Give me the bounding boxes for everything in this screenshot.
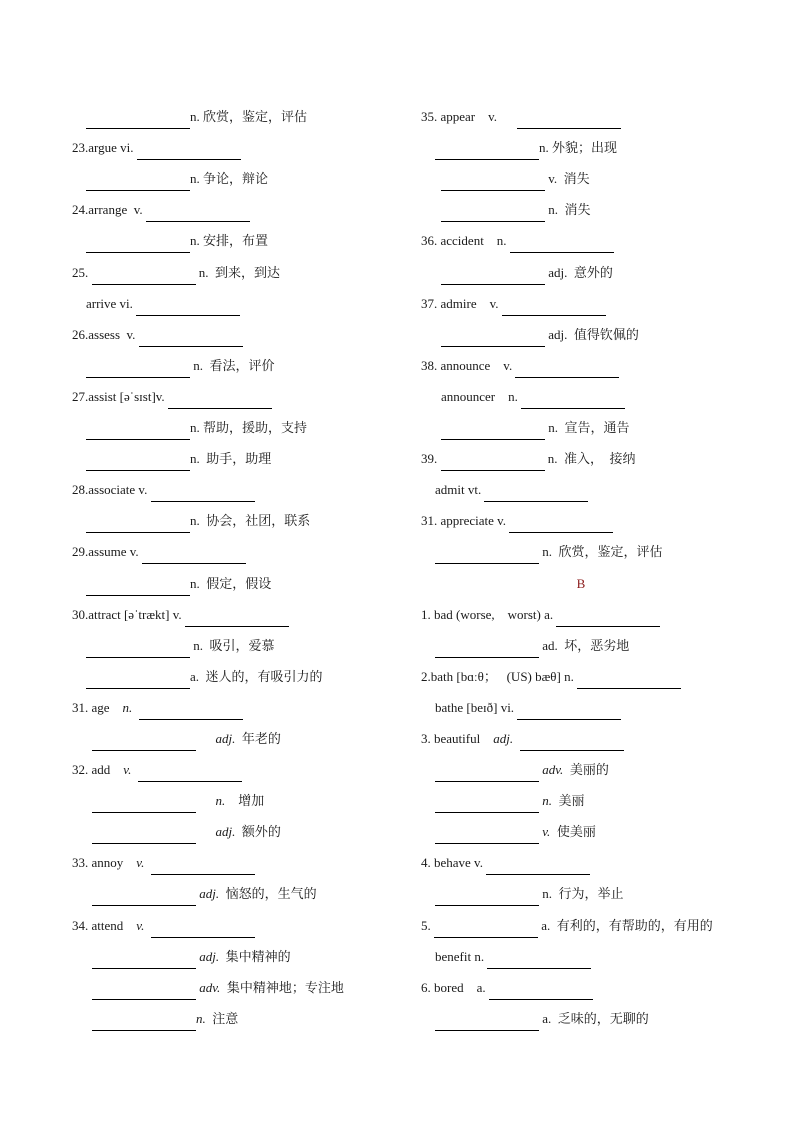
vocab-text: announcer n. <box>441 388 522 404</box>
answer-blank[interactable] <box>486 860 590 875</box>
part-of-speech: v. <box>123 762 132 778</box>
right-column <box>421 98 741 1031</box>
vocab-text: adj. 值得钦佩的 <box>545 326 639 342</box>
answer-blank[interactable] <box>517 114 621 129</box>
vocab-text: 29.assume v. <box>72 544 142 560</box>
answer-blank[interactable] <box>146 207 250 222</box>
vocab-text: 31. appreciate v. <box>421 513 510 529</box>
answer-blank[interactable] <box>92 985 196 1000</box>
vocab-text: 1. bad (worse, worst) a. <box>421 606 557 622</box>
answer-blank[interactable] <box>515 363 619 378</box>
answer-blank[interactable] <box>151 487 255 502</box>
answer-blank[interactable] <box>435 549 539 564</box>
vocab-line <box>72 222 402 253</box>
answer-blank[interactable] <box>92 829 196 844</box>
left-column <box>72 98 402 1031</box>
answer-blank[interactable] <box>86 581 190 596</box>
vocab-line <box>72 689 402 720</box>
vocab-text: 3. beautiful <box>421 730 494 746</box>
vocab-line <box>421 533 741 564</box>
vocab-text: 39. <box>421 451 441 467</box>
answer-blank[interactable] <box>517 705 621 720</box>
vocab-text: 34. attend <box>72 917 137 933</box>
answer-blank[interactable] <box>92 736 196 751</box>
section-heading <box>421 564 741 595</box>
vocab-line <box>72 938 402 969</box>
vocab-text: n. 帮助，援助，支持 <box>190 420 308 436</box>
vocab-text: 额外的 <box>235 824 281 840</box>
vocab-line <box>421 782 741 813</box>
vocab-line <box>421 98 741 129</box>
vocab-line <box>72 751 402 782</box>
answer-blank[interactable] <box>139 705 243 720</box>
vocab-text: 集中精神的 <box>219 948 291 964</box>
part-of-speech: n. <box>215 793 226 809</box>
vocab-text: v. 消失 <box>545 171 590 187</box>
answer-blank[interactable] <box>520 736 624 751</box>
vocab-line <box>72 1000 402 1031</box>
vocab-line <box>421 596 741 627</box>
answer-blank[interactable] <box>139 332 243 347</box>
part-of-speech: adj. <box>199 886 220 902</box>
answer-blank[interactable] <box>138 767 242 782</box>
answer-blank[interactable] <box>92 1016 196 1031</box>
vocab-line <box>421 627 741 658</box>
answer-blank[interactable] <box>441 425 545 440</box>
vocab-line <box>72 253 402 284</box>
vocab-line <box>72 378 402 409</box>
vocab-line <box>72 658 402 689</box>
vocab-text: n. 消失 <box>545 202 591 218</box>
vocab-text: n. 协会，社团，联系 <box>190 513 311 529</box>
vocab-line <box>72 285 402 316</box>
vocab-line <box>421 813 741 844</box>
answer-blank[interactable] <box>86 176 190 191</box>
answer-blank[interactable] <box>136 301 240 316</box>
vocab-line <box>421 316 741 347</box>
vocab-text: 30.attract [əˈtrækt] v. <box>72 606 185 622</box>
vocab-line <box>72 347 402 378</box>
vocab-text: 37. admire v. <box>421 295 502 311</box>
vocab-text: n. 行为，举止 <box>539 886 624 902</box>
vocab-text: n. 安排，布置 <box>190 233 269 249</box>
part-of-speech: v. <box>136 855 145 871</box>
vocab-text: 注意 <box>205 1010 239 1026</box>
vocab-line <box>421 471 741 502</box>
answer-blank[interactable] <box>92 798 196 813</box>
vocab-text: n. 吸引，爱慕 <box>190 637 275 653</box>
vocab-line <box>421 689 741 720</box>
vocab-line <box>421 969 741 1000</box>
vocab-text: 年老的 <box>235 730 281 746</box>
part-of-speech: n. <box>196 1010 206 1026</box>
vocab-text <box>196 789 216 813</box>
part-of-speech: adj. <box>199 948 220 964</box>
vocab-line <box>421 222 741 253</box>
part-of-speech: n. <box>122 699 133 715</box>
vocab-text: 增加 <box>225 793 265 809</box>
vocab-text: 恼怒的，生气的 <box>219 886 317 902</box>
vocab-text: a. 有利的，有帮助的，有用的 <box>538 917 713 933</box>
vocab-text: ad. 坏，恶劣地 <box>539 637 630 653</box>
vocab-line <box>72 316 402 347</box>
vocab-line <box>72 844 402 875</box>
vocab-text: a. 乏味的，无聊的 <box>539 1010 649 1026</box>
vocab-text: 2.bath [bɑːθ； (US) bæθ] n. <box>421 668 578 684</box>
vocab-text: bathe [beɪð] vi. <box>435 699 518 715</box>
vocab-text: benefit n. <box>435 948 488 964</box>
vocab-line <box>421 906 741 937</box>
vocab-line <box>421 720 741 751</box>
answer-blank[interactable] <box>441 332 545 347</box>
vocab-line <box>421 285 741 316</box>
answer-blank[interactable] <box>521 394 625 409</box>
vocab-text: 26.assess v. <box>72 326 139 342</box>
vocab-text: n. 争论，辩论 <box>190 171 269 187</box>
vocab-text: admit vt. <box>435 482 485 498</box>
vocab-text <box>196 820 216 844</box>
answer-blank[interactable] <box>86 238 190 253</box>
vocab-line <box>421 1000 741 1031</box>
answer-blank[interactable] <box>577 674 681 689</box>
vocab-text: n. 欣赏，鉴定，评估 <box>190 109 308 125</box>
vocab-line <box>421 409 741 440</box>
answer-blank[interactable] <box>509 518 613 533</box>
part-of-speech: adv. <box>542 762 564 778</box>
answer-blank[interactable] <box>435 767 539 782</box>
answer-blank[interactable] <box>86 643 190 658</box>
vocab-text: 美丽 <box>552 793 585 809</box>
vocab-line <box>421 129 741 160</box>
answer-blank[interactable] <box>137 145 241 160</box>
answer-blank[interactable] <box>86 114 190 129</box>
vocab-text: 美丽的 <box>563 762 609 778</box>
vocab-line <box>72 191 402 222</box>
vocab-text: 使美丽 <box>550 824 596 840</box>
vocab-text: 4. behave v. <box>421 855 487 871</box>
part-of-speech: adj. <box>215 824 236 840</box>
vocab-line <box>421 440 741 471</box>
part-of-speech: v. <box>542 824 551 840</box>
vocab-line <box>72 564 402 595</box>
answer-blank[interactable] <box>484 487 588 502</box>
vocab-text: B <box>576 575 586 591</box>
vocab-text: n. 宣告，通告 <box>545 420 630 436</box>
vocab-text: n. 外貌；出现 <box>539 140 618 156</box>
answer-blank[interactable] <box>92 270 196 285</box>
vocab-line <box>421 502 741 533</box>
answer-blank[interactable] <box>142 549 246 564</box>
vocab-text: 38. announce v. <box>421 357 516 373</box>
vocab-text: a. 迷人的，有吸引力的 <box>190 668 323 684</box>
vocab-line <box>421 875 741 906</box>
vocab-line <box>72 906 402 937</box>
answer-blank[interactable] <box>441 207 545 222</box>
answer-blank[interactable] <box>435 798 539 813</box>
answer-blank[interactable] <box>502 301 606 316</box>
vocab-line <box>72 813 402 844</box>
vocab-line <box>421 844 741 875</box>
vocab-line <box>72 782 402 813</box>
answer-blank[interactable] <box>86 674 190 689</box>
answer-blank[interactable] <box>487 954 591 969</box>
vocab-text: n. 看法，评价 <box>190 357 275 373</box>
vocab-text: 33. annoy <box>72 855 137 871</box>
vocab-text: n. 假定，假设 <box>190 575 272 591</box>
vocab-line <box>72 720 402 751</box>
vocab-line <box>72 875 402 906</box>
answer-blank[interactable] <box>435 891 539 906</box>
answer-blank[interactable] <box>185 612 289 627</box>
vocab-text: n. 欣赏，鉴定，评估 <box>539 544 663 560</box>
vocab-line <box>72 502 402 533</box>
answer-blank[interactable] <box>86 518 190 533</box>
part-of-speech: adj. <box>215 730 236 746</box>
answer-blank[interactable] <box>151 923 255 938</box>
vocab-line <box>421 253 741 284</box>
answer-blank[interactable] <box>435 643 539 658</box>
answer-blank[interactable] <box>168 394 272 409</box>
part-of-speech: n. <box>542 793 552 809</box>
answer-blank[interactable] <box>435 145 539 160</box>
vocab-line <box>421 378 741 409</box>
vocab-line <box>421 658 741 689</box>
vocab-text: n. 到来，到达 <box>195 264 281 280</box>
vocab-text: 集中精神地；专注地 <box>220 979 344 995</box>
answer-blank[interactable] <box>86 363 190 378</box>
answer-blank[interactable] <box>151 860 255 875</box>
vocab-line <box>72 98 402 129</box>
vocab-line <box>421 938 741 969</box>
vocab-text: 24.arrange v. <box>72 202 146 218</box>
vocab-text: 25. <box>72 264 92 280</box>
answer-blank[interactable] <box>92 954 196 969</box>
vocab-text: 23.argue vi. <box>72 140 137 156</box>
vocab-line <box>421 347 741 378</box>
vocab-text: n. 助手，助理 <box>190 451 272 467</box>
vocab-line <box>421 191 741 222</box>
answer-blank[interactable] <box>489 985 593 1000</box>
vocab-text <box>196 727 216 751</box>
vocab-line <box>72 627 402 658</box>
vocab-text: 5. <box>421 917 434 933</box>
vocab-text: 32. add <box>72 762 124 778</box>
answer-blank[interactable] <box>441 270 545 285</box>
answer-blank[interactable] <box>510 238 614 253</box>
answer-blank[interactable] <box>441 176 545 191</box>
vocab-text: 28.associate v. <box>72 482 151 498</box>
vocab-line <box>421 751 741 782</box>
vocab-text: 35. appear v. <box>421 109 517 125</box>
answer-blank[interactable] <box>86 456 190 471</box>
answer-blank[interactable] <box>556 612 660 627</box>
part-of-speech: adj. <box>493 730 514 746</box>
vocab-text: 27.assist [əˈsɪst]v. <box>72 388 168 404</box>
vocab-line <box>72 129 402 160</box>
part-of-speech: adv. <box>199 979 221 995</box>
vocab-text: adj. 意外的 <box>545 264 613 280</box>
vocab-line <box>72 440 402 471</box>
vocab-line <box>72 533 402 564</box>
part-of-speech: v. <box>136 917 145 933</box>
answer-blank[interactable] <box>435 1016 539 1031</box>
vocab-text: 36. accident n. <box>421 233 510 249</box>
vocab-line <box>72 160 402 191</box>
vocab-line <box>72 969 402 1000</box>
vocab-text: arrive vi. <box>86 295 137 311</box>
vocab-text: 6. bored a. <box>421 979 489 995</box>
vocab-line <box>72 596 402 627</box>
vocab-line <box>72 409 402 440</box>
answer-blank[interactable] <box>86 425 190 440</box>
answer-blank[interactable] <box>434 923 538 938</box>
answer-blank[interactable] <box>92 891 196 906</box>
answer-blank[interactable] <box>435 829 539 844</box>
vocab-line <box>72 471 402 502</box>
answer-blank[interactable] <box>441 456 545 471</box>
vocab-text: n. 准入， 接纳 <box>544 451 636 467</box>
vocab-line <box>421 160 741 191</box>
vocab-text: 31. age <box>72 699 123 715</box>
